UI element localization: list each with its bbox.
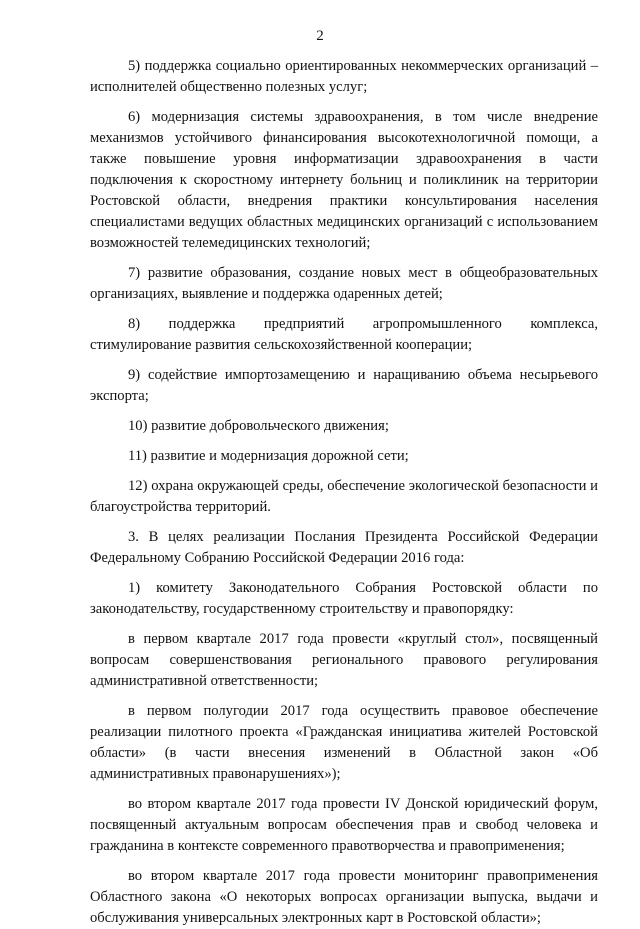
task-paragraph: в первом полугодии 2017 года осуществить правовое обеспечение реализации пилотного проекта «Гражданская инициатива жителей Ростовской области» (в части внесения изменений в Областной закон «Об административных правонарушениях»); (90, 703, 598, 782)
committee-paragraph: 1) комитету Законодательного Собрания Ростовской области по законодательству, государственному строительству и правопорядку: (90, 580, 598, 617)
section-3-heading: 3. В целях реализации Послания Президента Российской Федерации Федеральному Собранию Российской Федерации 2016 года: (90, 529, 598, 566)
paragraph-item-9: 9) содействие импортозамещению и наращиванию объема несырьевого экспорта; (90, 367, 598, 404)
task-paragraph: в первом квартале 2017 года провести «круглый стол», посвященный вопросам совершенствования регионального правового регулирования административной ответственности; (90, 631, 598, 689)
paragraph-item-5: 5) поддержка социально ориентированных некоммерческих организаций – исполнителей общественно полезных услуг; (90, 58, 598, 95)
paragraph-item-6: 6) модернизация системы здравоохранения, в том числе внедрение механизмов устойчивого финансирования высокотехнологичной помощи, а также повышение уровня информатизации здравоохранения в части подключения к скоростному интернету больниц и поликлиник на территории Ростовской области, внедрения практики консультирования населения специалистами ведущих областных медицинских организаций с использованием возможностей телемедицинских технологий; (90, 109, 598, 251)
document-body (90, 56, 598, 929)
paragraph-item-8: 8) поддержка предприятий агропромышленного комплекса, стимулирование развития сельскохозяйственной кооперации; (90, 316, 598, 353)
paragraph-item-12: 12) охрана окружающей среды, обеспечение экологической безопасности и благоустройства территорий. (90, 478, 598, 515)
task-paragraph: во втором квартале 2017 года провести IV Донской юридический форум, посвященный актуальным вопросам обеспечения прав и свобод человека и гражданина в контексте современного правотворчества и правоприменения; (90, 796, 598, 854)
paragraph-item-10: 10) развитие добровольческого движения; (128, 418, 389, 434)
task-paragraph: во втором квартале 2017 года провести мониторинг правоприменения Областного закона «О некоторых вопросах организации выпуска, выдачи и обслуживания универсальных электронных карт в Ростовской области»; (90, 868, 598, 926)
page-number: 2 (316, 28, 324, 44)
paragraph-item-11: 11) развитие и модернизация дорожной сети; (128, 448, 409, 464)
paragraph-item-7: 7) развитие образования, создание новых мест в общеобразовательных организациях, выявление и поддержка одаренных детей; (90, 265, 598, 302)
